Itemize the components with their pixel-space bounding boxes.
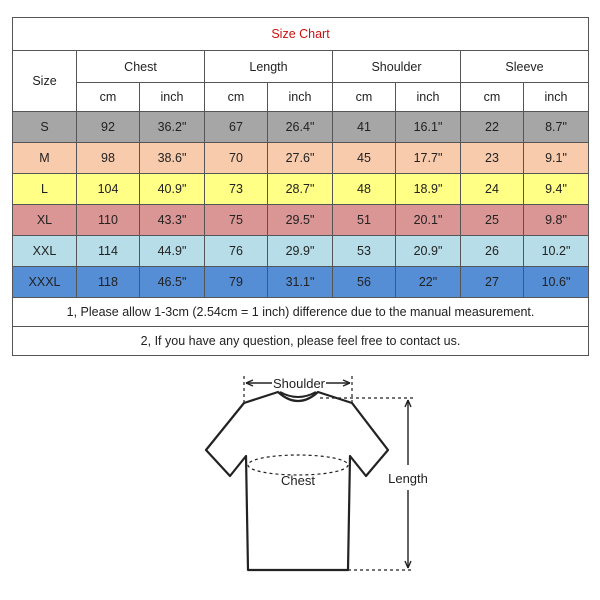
unit-header: inch (140, 83, 205, 112)
table-row (13, 205, 589, 236)
unit-header-row (13, 83, 589, 112)
size-column-header: Size (13, 51, 77, 112)
measurement-cell: 98 (77, 143, 140, 174)
measurement-cell: 44.9" (140, 236, 205, 267)
measurement-cell: 22" (396, 267, 461, 298)
size-cell: S (13, 112, 77, 143)
measurement-cell: 18.9" (396, 174, 461, 205)
chest-guide (248, 455, 348, 475)
unit-header: cm (77, 83, 140, 112)
measurement-cell: 10.6" (524, 267, 589, 298)
measurement-cell: 56 (333, 267, 396, 298)
unit-header: inch (268, 83, 333, 112)
measurement-cell: 67 (205, 112, 268, 143)
measurement-cell: 31.1" (268, 267, 333, 298)
note-text: 2, If you have any question, please feel free to contact us. (13, 327, 589, 356)
measurement-cell: 26 (461, 236, 524, 267)
sleeve-group-header: Sleeve (461, 51, 589, 83)
table-row (13, 143, 589, 174)
shoulder-group-header: Shoulder (333, 51, 461, 83)
measurement-cell: 28.7" (268, 174, 333, 205)
size-cell: XXXL (13, 267, 77, 298)
measurement-cell: 114 (77, 236, 140, 267)
measurement-cell: 24 (461, 174, 524, 205)
table-row (13, 174, 589, 205)
measurement-cell: 76 (205, 236, 268, 267)
measurement-cell: 17.7" (396, 143, 461, 174)
measurement-cell: 70 (205, 143, 268, 174)
measurement-cell: 25 (461, 205, 524, 236)
table-row (13, 267, 589, 298)
table-row (13, 112, 589, 143)
measurement-cell: 29.9" (268, 236, 333, 267)
measurement-cell: 9.8" (524, 205, 589, 236)
unit-header: cm (461, 83, 524, 112)
measurement-cell: 8.7" (524, 112, 589, 143)
size-cell: XL (13, 205, 77, 236)
size-rows (13, 112, 589, 298)
measurement-cell: 23 (461, 143, 524, 174)
measurement-cell: 10.2" (524, 236, 589, 267)
size-cell: XXL (13, 236, 77, 267)
measurement-cell: 22 (461, 112, 524, 143)
note-row (13, 327, 589, 356)
measurement-cell: 53 (333, 236, 396, 267)
shoulder-label: Shoulder (272, 376, 326, 391)
measurement-cell: 46.5" (140, 267, 205, 298)
table-row (13, 236, 589, 267)
unit-header: cm (205, 83, 268, 112)
measurement-cell: 45 (333, 143, 396, 174)
measurement-cell: 92 (77, 112, 140, 143)
measurement-cell: 75 (205, 205, 268, 236)
size-cell: L (13, 174, 77, 205)
size-cell: M (13, 143, 77, 174)
unit-header: inch (396, 83, 461, 112)
measurement-cell: 36.2" (140, 112, 205, 143)
measurement-cell: 27 (461, 267, 524, 298)
measurement-cell: 48 (333, 174, 396, 205)
note-row (13, 298, 589, 327)
group-header-row (13, 51, 589, 83)
unit-header: inch (524, 83, 589, 112)
measurement-cell: 38.6" (140, 143, 205, 174)
length-label: Length (388, 471, 428, 486)
measurement-cell: 104 (77, 174, 140, 205)
size-chart-table (12, 17, 589, 356)
measurement-cell: 79 (205, 267, 268, 298)
measurement-cell: 29.5" (268, 205, 333, 236)
measurement-cell: 20.9" (396, 236, 461, 267)
measurement-cell: 41 (333, 112, 396, 143)
measurement-cell: 118 (77, 267, 140, 298)
page-title: Size Chart (13, 18, 589, 51)
unit-header: cm (333, 83, 396, 112)
measurement-cell: 16.1" (396, 112, 461, 143)
chest-group-header: Chest (77, 51, 205, 83)
measurement-cell: 40.9" (140, 174, 205, 205)
measurement-cell: 26.4" (268, 112, 333, 143)
measurement-cell: 9.4" (524, 174, 589, 205)
title-row (13, 18, 589, 51)
length-group-header: Length (205, 51, 333, 83)
measurement-cell: 73 (205, 174, 268, 205)
measurement-cell: 51 (333, 205, 396, 236)
note-text: 1, Please allow 1-3cm (2.54cm = 1 inch) difference due to the manual measurement. (13, 298, 589, 327)
measurement-cell: 20.1" (396, 205, 461, 236)
t-shirt-diagram (198, 370, 438, 580)
chest-label: Chest (281, 473, 315, 488)
measurement-cell: 43.3" (140, 205, 205, 236)
measurement-cell: 9.1" (524, 143, 589, 174)
measurement-cell: 110 (77, 205, 140, 236)
measurement-cell: 27.6" (268, 143, 333, 174)
